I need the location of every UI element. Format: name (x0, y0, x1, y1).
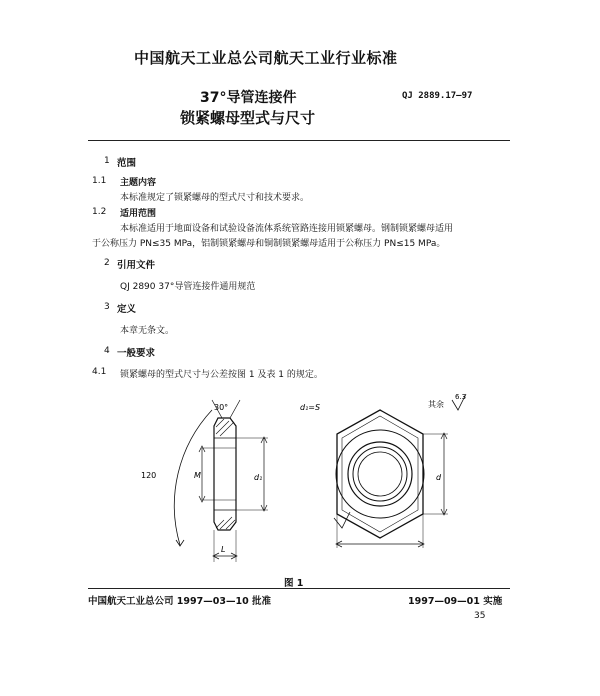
approval-line: 中国航天工业总公司 1997—03—10 批准 (88, 596, 271, 607)
dim-M-label: M (194, 471, 201, 480)
section-1-1-number: 1.1 (92, 176, 107, 186)
section-3-title: 定义 (117, 304, 137, 315)
section-1-2-text-line2: 于公称压力 PN≤35 MPa，铝制锁紧螺母和铜制锁紧螺母适用于公称压力 PN≤15 MPa。 (92, 239, 446, 249)
roughness-prefix: 其余 (428, 400, 444, 409)
roughness-value: 6.3 (455, 393, 467, 401)
section-1-1-text: 本标准规定了锁紧螺母的型式尺寸和技术要求。 (120, 193, 310, 203)
implementation-line: 1997—09—01 实施 (408, 596, 503, 607)
section-2-reference: QJ 2890 37°导管连接件通用规范 (120, 282, 256, 292)
document-title-line1: 37°导管连接件 (200, 90, 297, 106)
section-1-title: 范围 (117, 158, 137, 169)
section-1-1-title: 主题内容 (120, 178, 157, 188)
dim-d1-label: d₁ (254, 473, 263, 482)
radius-label: 120 (141, 471, 157, 480)
section-4-1-text: 锁紧螺母的型式尺寸与公差按图 1 及表 1 的规定。 (120, 370, 323, 380)
footer-rule (88, 588, 510, 589)
note-d1-label: d₁=S (300, 403, 321, 412)
nut-chamfer-circle (336, 430, 424, 518)
section-1-2-number: 1.2 (92, 207, 107, 217)
section-4-number: 4 (104, 346, 110, 356)
section-4-1-number: 4.1 (92, 367, 107, 377)
nut-hexagon (337, 410, 423, 538)
section-1-2-text-line1: 本标准适用于地面设备和试验设备流体系统管路连接用锁紧螺母。钢制锁紧螺母适用 (120, 224, 454, 234)
section-3-number: 3 (104, 302, 110, 312)
document-title-line2: 锁紧螺母型式与尺寸 (180, 109, 316, 127)
section-4-title: 一般要求 (117, 348, 156, 359)
organization-title: 中国航天工业总公司航天工业行业标准 (134, 49, 398, 67)
page-number: 35 (474, 611, 486, 621)
nut-side-outline (214, 418, 236, 530)
section-1-2-title: 适用范围 (120, 209, 157, 219)
standard-number: QJ 2889.17—97 (402, 91, 473, 101)
section-1-number: 1 (104, 156, 110, 166)
figure-caption: 图 1 (284, 578, 304, 589)
section-2-title: 引用文件 (117, 260, 156, 271)
dim-L-label: L (221, 545, 226, 554)
dim-d-label: d (436, 473, 442, 482)
section-2-number: 2 (104, 258, 110, 268)
section-3-text: 本章无条文。 (120, 326, 175, 336)
angle-label: 30° (214, 403, 229, 412)
